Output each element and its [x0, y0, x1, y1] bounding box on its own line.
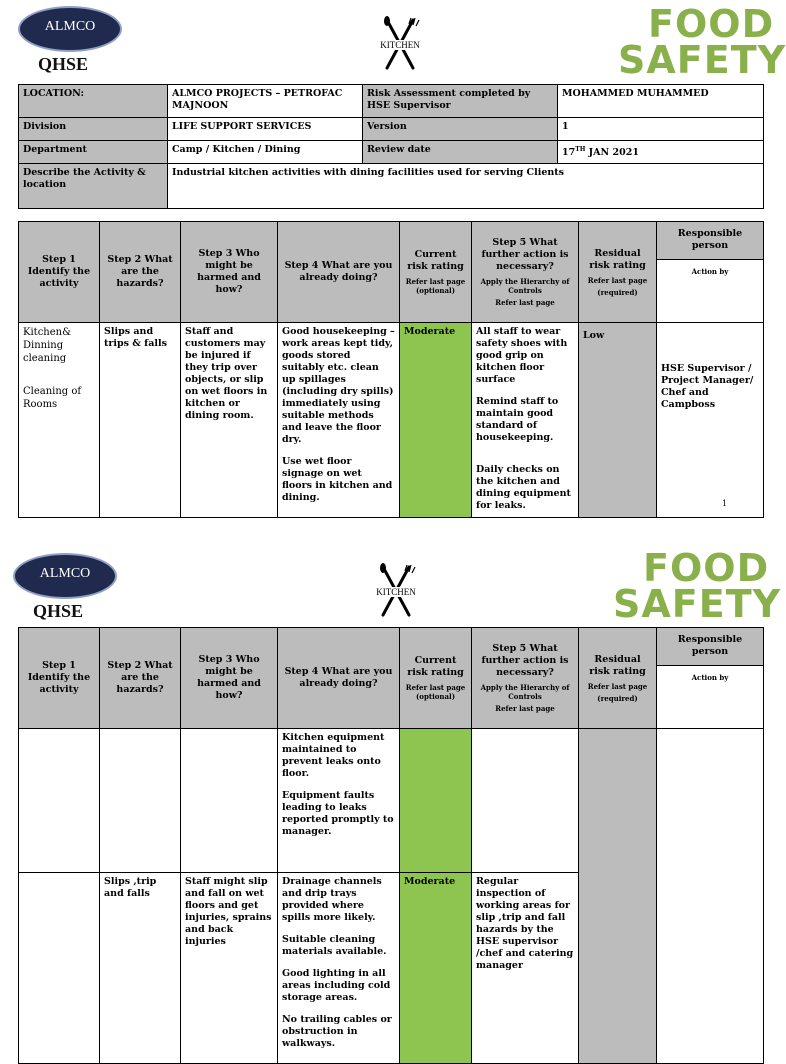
- header-step2-page2: Step 2 What are the hazards?: [100, 628, 181, 729]
- header-responsible-person: Responsible person: [657, 222, 764, 260]
- header-current-risk-sub: Refer last page (optional): [405, 277, 466, 295]
- kitchen-logo-text-page2: KITCHEN: [371, 587, 421, 597]
- header-step5-sub2: Refer last page: [495, 298, 555, 307]
- food-safety-logo-page2: [613, 546, 782, 628]
- review-date-label: Review date: [363, 141, 558, 164]
- row2-hazard-page2: Slips ,trip and falls: [100, 873, 181, 1064]
- review-date-value: [558, 141, 764, 164]
- almco-logo-page2: [13, 553, 117, 625]
- version-label: Version: [363, 118, 558, 141]
- header-current-risk-sub-page2: Refer last page (optional): [405, 683, 466, 701]
- header-step4-page2: Step 4 What are you already doing?: [278, 628, 400, 729]
- completed-by-value: MOHAMMED MUHAMMED: [558, 85, 764, 118]
- header-step5-sub2-page2: Refer last page: [495, 704, 555, 713]
- doing-signage: Use wet floor signage on wet floors in kitchen and dining.: [282, 456, 393, 503]
- header-step1: Step 1 Identify the activity: [19, 222, 100, 323]
- qhse-label-page2: QHSE: [33, 601, 84, 621]
- header-current-risk-page2: [400, 628, 472, 729]
- header-step5-sub1-page2: Apply the Hierarchy of Controls: [480, 683, 570, 701]
- further-safety-shoes: All staff to wear safety shoes with good grip on kitchen floor surface: [476, 326, 568, 385]
- row1-activity-page2: [19, 729, 100, 873]
- almco-logo-text-page2: ALMCO: [39, 566, 91, 581]
- further-daily-checks: Daily checks on the kitchen and dining equipment for leaks.: [476, 464, 571, 511]
- header-residual-risk: [579, 222, 657, 323]
- header-action-by: Action by: [657, 260, 764, 323]
- doing-cleaning-materials: Suitable cleaning materials available.: [282, 934, 387, 957]
- almco-logo-text: ALMCO: [44, 19, 96, 34]
- row-activity: [19, 323, 100, 518]
- header-current-risk-title: Current risk rating: [407, 249, 464, 272]
- header-step4: Step 4 What are you already doing?: [278, 222, 400, 323]
- version-value: 1: [558, 118, 764, 141]
- row1-further-page2: [472, 729, 579, 873]
- qhse-label: QHSE: [38, 54, 89, 74]
- header-residual-risk-page2: [579, 628, 657, 729]
- row-further-action: [472, 323, 579, 518]
- completed-by-label: Risk Assessment completed by HSE Supervisor: [363, 85, 558, 118]
- activity-kitchen-cleaning: Kitchen& Dinning cleaning: [23, 327, 71, 364]
- row-residual-risk: Low: [579, 323, 657, 518]
- row-who-harmed: Staff and customers may be injured if they trip over objects, or slip on wet floors in kitchen or dining room.: [181, 323, 278, 518]
- risk-table-page1: [18, 221, 764, 518]
- location-value: ALMCO PROJECTS – PETROFAC MAJNOON: [168, 85, 363, 118]
- responsible-names: HSE Supervisor / Project Manager/ Chef and Campboss: [661, 363, 754, 410]
- header-step5-title: Step 5 What further action is necessary?: [481, 237, 569, 272]
- header-residual-risk-title-page2: Residual risk rating: [589, 653, 646, 677]
- row-current-risk: Moderate: [400, 323, 472, 518]
- further-remind-staff: Remind staff to maintain good standard of housekeeping.: [476, 396, 559, 443]
- doing-drainage-channels: Drainage channels and drip trays provided where spills more likely.: [282, 876, 382, 923]
- safety-text-page2: SAFETY: [613, 582, 782, 626]
- row2-who-page2: Staff might slip and fall on wet floors and get injuries, sprains and back injuries: [181, 873, 278, 1064]
- row1-current-risk-page2: [400, 729, 472, 873]
- doing-faults-reported: Equipment faults leading to leaks reported promptly to manager.: [282, 790, 394, 837]
- header-step3: Step 3 Who might be harmed and how?: [181, 222, 278, 323]
- kitchen-logo: [375, 16, 425, 72]
- almco-logo: [18, 6, 122, 78]
- header-step2: Step 2 What are the hazards?: [100, 222, 181, 323]
- kitchen-logo-text: KITCHEN: [375, 40, 425, 50]
- activity-label: Describe the Activity & location: [19, 164, 168, 209]
- header-current-risk-title-page2: Current risk rating: [407, 655, 464, 678]
- header-residual-risk-sub2-page2: (required): [597, 693, 638, 703]
- row1-already-doing-page2: [278, 729, 400, 873]
- doing-housekeeping: Good housekeeping – work areas kept tidy, goods stored suitably etc. clean up spillages (including dry spills) immediately using suitable methods and leave the floor dry.: [282, 326, 395, 445]
- row-hazard: Slips and trips & falls: [100, 323, 181, 518]
- header-current-risk: [400, 222, 472, 323]
- department-value: Camp / Kitchen / Dining: [168, 141, 363, 164]
- department-label: Department: [19, 141, 168, 164]
- row-already-doing: [278, 323, 400, 518]
- food-text-page2: FOOD: [643, 546, 770, 590]
- row2-activity-page2: [19, 873, 100, 1064]
- assessment-info-table: [18, 84, 764, 209]
- risk-table-page2: [18, 627, 764, 1064]
- division-value: LIFE SUPPORT SERVICES: [168, 118, 363, 141]
- doing-good-lighting: Good lighting in all areas including cold storage areas.: [282, 968, 391, 1003]
- review-day-suffix: TH: [575, 146, 586, 153]
- food-text: FOOD: [648, 2, 775, 46]
- review-day: 17: [562, 147, 576, 159]
- doing-no-trailing-cables: No trailing cables or obstruction in walkways.: [282, 1014, 392, 1049]
- location-label: LOCATION:: [19, 85, 168, 118]
- responsible-page2: [657, 729, 764, 1064]
- header-step3-page2: Step 3 Who might be harmed and how?: [181, 628, 278, 729]
- header-residual-risk-sub1: Refer last page: [587, 275, 648, 285]
- review-month-year: JAN 2021: [585, 147, 639, 159]
- header-responsible-person-page2: Responsible person: [657, 628, 764, 666]
- header-residual-risk-sub2: (required): [597, 287, 638, 297]
- row1-who-page2: [181, 729, 278, 873]
- header-step1-page2: Step 1 Identify the activity: [19, 628, 100, 729]
- doing-equipment-maintained: Kitchen equipment maintained to prevent leaks onto floor.: [282, 732, 385, 779]
- header-action-by-page2: Action by: [657, 666, 764, 729]
- row-responsible: [657, 323, 764, 518]
- residual-risk-page2: [579, 729, 657, 1064]
- header-residual-risk-sub1-page2: Refer last page: [587, 681, 648, 691]
- page-number: 1: [722, 499, 728, 508]
- food-safety-logo: [618, 2, 786, 84]
- row2-current-risk-page2: Moderate: [400, 873, 472, 1064]
- row1-hazard-page2: [100, 729, 181, 873]
- row2-further-page2: Regular inspection of working areas for slip ,trip and fall hazards by the HSE supervisor /chef and catering manager: [472, 873, 579, 1064]
- kitchen-logo-page2: [371, 563, 421, 619]
- header-step5: [472, 222, 579, 323]
- header-step5-title-page2: Step 5 What further action is necessary?: [481, 643, 569, 678]
- activity-value: Industrial kitchen activities with dining facilities used for serving Clients: [168, 164, 764, 209]
- header-step5-sub1: Apply the Hierarchy of Controls: [480, 277, 570, 295]
- division-label: Division: [19, 118, 168, 141]
- row2-already-doing-page2: [278, 873, 400, 1064]
- activity-cleaning-rooms: Cleaning of Rooms: [23, 386, 82, 410]
- safety-text: SAFETY: [618, 38, 786, 82]
- header-step5-page2: [472, 628, 579, 729]
- header-residual-risk-title: Residual risk rating: [589, 247, 646, 271]
